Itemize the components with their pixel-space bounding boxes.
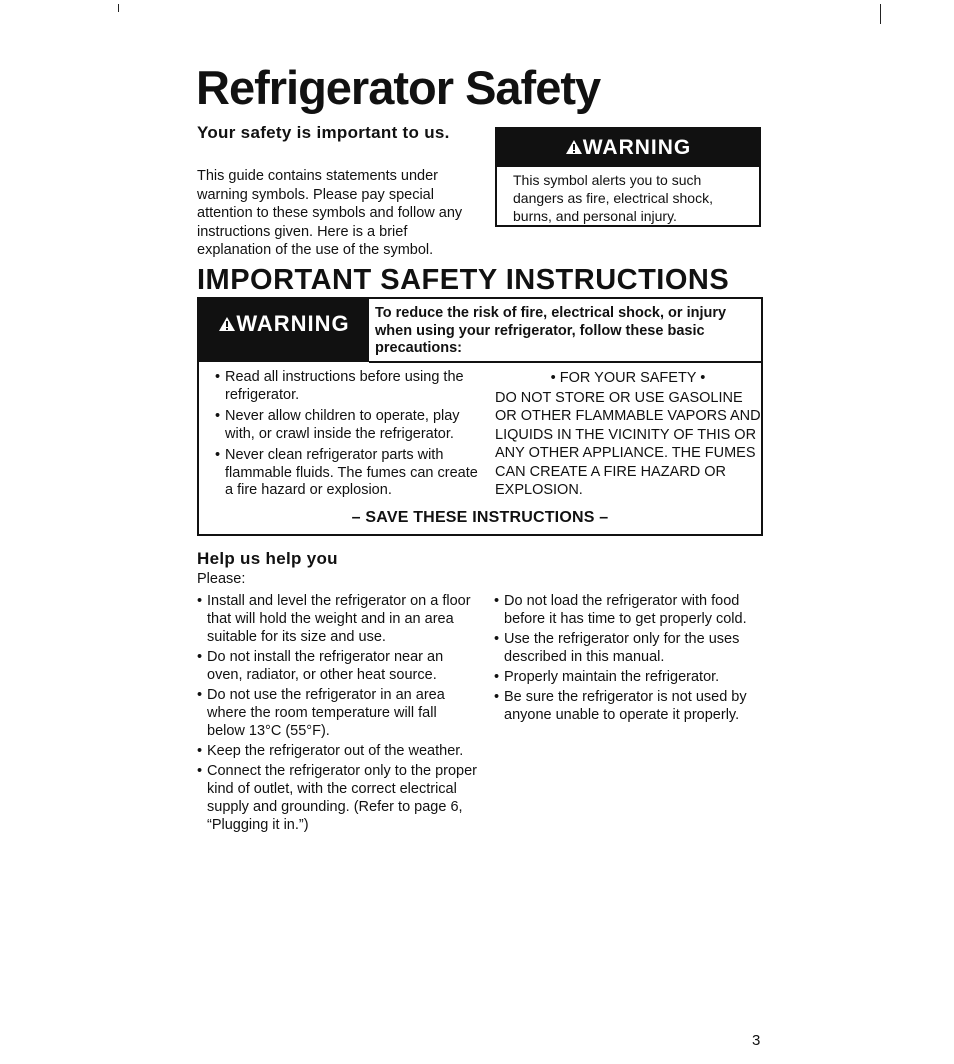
help-list-right	[494, 592, 764, 726]
list-item: • Never allow children to operate, play with, or crawl inside the refrigerator.	[215, 408, 460, 442]
warning-label: WARNING	[236, 311, 350, 336]
list-item: • Install and level the refrigerator on a floor that will hold the weight and in an area suitable for its size and use.	[197, 593, 471, 645]
flammable-caution-text: DO NOT STORE OR USE GASOLINE OR OTHER FLAMMABLE VAPORS AND LIQUIDS IN THE VICINITY OF THIS OR ANY OTHER APPLIANCE. THE FUMES CAN CREATE A FIRE HAZARD OR EXPLOSION.	[495, 389, 761, 498]
please-label: Please:	[197, 571, 246, 587]
list-item: • Do not install the refrigerator near an oven, radiator, or other heat source.	[197, 649, 444, 683]
warning-label: WARNING	[582, 136, 692, 159]
safety-heading: Your safety is important to us.	[197, 123, 450, 142]
save-instructions-label: – SAVE THESE INSTRUCTIONS –	[351, 509, 609, 526]
help-list-left	[197, 592, 477, 836]
warning-symbol-box	[495, 127, 761, 227]
safety-intro-text: This guide contains statements under warning symbols. Please pay special attention to these symbols and follow any instructions given. Here is a brief explanation of the use of the symbol.	[197, 168, 463, 258]
list-item: • Do not load the refrigerator with food before it has time to get properly cold.	[494, 593, 747, 627]
list-item: • Keep the refrigerator out of the weather.	[197, 743, 464, 759]
precautions-text: To reduce the risk of fire, electrical shock, or injury when using your refrigerator, follow these basic precautions:	[375, 305, 727, 356]
list-item: • Properly maintain the refrigerator.	[494, 669, 720, 685]
list-item: • Use the refrigerator only for the uses described in this manual.	[494, 631, 740, 665]
margin-mark-left	[118, 4, 119, 12]
help-heading: Help us help you	[197, 549, 338, 568]
warning-symbol-text: This symbol alerts you to such dangers as fire, electrical shock, burns, and personal injury.	[513, 172, 713, 224]
warning-banner	[199, 299, 369, 362]
instruction-list	[215, 369, 485, 504]
for-your-safety-label: • FOR YOUR SAFETY •	[550, 370, 706, 386]
page-title: Refrigerator Safety	[196, 61, 601, 114]
list-item: • Do not use the refrigerator in an area where the room temperature will fall below 13°C (55°F).	[197, 687, 445, 739]
warning-triangle-icon	[218, 316, 236, 332]
list-item: • Never clean refrigerator parts with flammable fluids. The fumes can create a fire hazard or explosion.	[215, 447, 478, 498]
warning-banner	[497, 129, 759, 167]
list-item: • Be sure the refrigerator is not used by anyone unable to operate it properly.	[494, 689, 747, 723]
page-number: 3	[752, 1032, 761, 1049]
list-item: • Connect the refrigerator only to the proper kind of outlet, with the correct electrical supply and grounding. (Refer to page 6, “Plugging it in.”)	[197, 763, 478, 833]
list-item: • Read all instructions before using the refrigerator.	[215, 369, 464, 403]
divider	[369, 361, 761, 363]
safety-instructions-box	[197, 297, 763, 536]
warning-triangle-icon	[565, 139, 583, 155]
flammable-caution	[495, 369, 761, 500]
margin-mark-right	[880, 4, 881, 24]
important-safety-heading: IMPORTANT SAFETY INSTRUCTIONS	[197, 264, 730, 296]
